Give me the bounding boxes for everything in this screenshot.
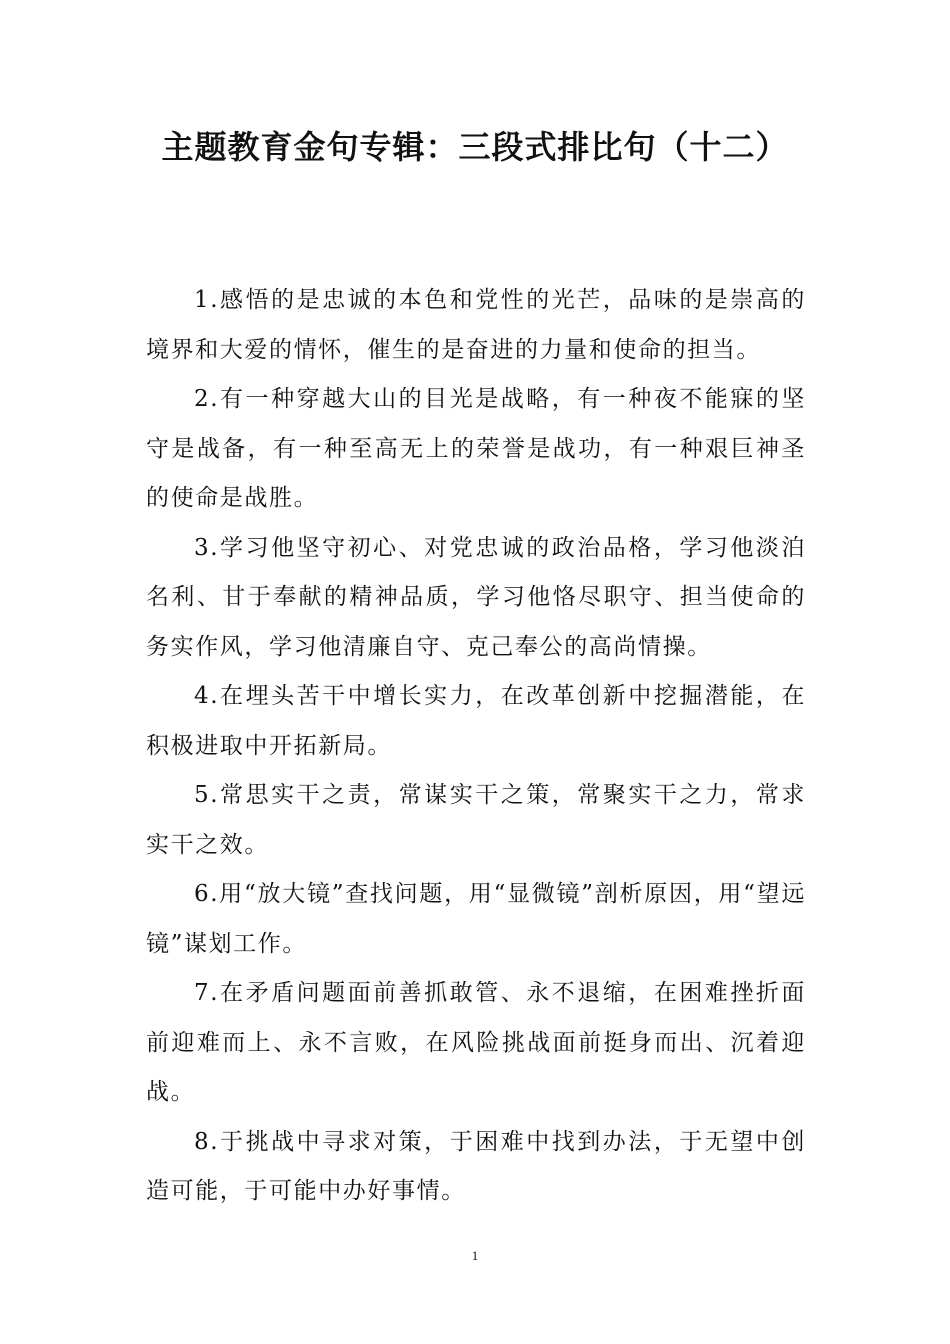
document-title: 主题教育金句专辑：三段式排比句（十二） [161,128,789,166]
document-body [146,276,806,1217]
paragraph-1: 1.感悟的是忠诚的本色和党性的光芒，品味的是崇高的境界和大爱的情怀，催生的是奋进的力量和使命的担当。 [146,287,806,363]
paragraph-2: 2.有一种穿越大山的目光是战略，有一种夜不能寐的坚守是战备，有一种至高无上的荣誉是战功，有一种艰巨神圣的使命是战胜。 [146,386,806,511]
paragraph-8: 8.于挑战中寻求对策，于困难中找到办法，于无望中创造可能，于可能中办好事情。 [146,1128,806,1204]
paragraph-5: 5.常思实干之责，常谋实干之策，常聚实干之力，常求实干之效。 [146,782,806,858]
paragraph-3: 3.学习他坚守初心、对党忠诚的政治品格，学习他淡泊名利、甘于奉献的精神品质，学习他恪尽职守、担当使命的务实作风，学习他清廉自守、克己奉公的高尚情操。 [146,534,806,660]
paragraph-4: 4.在埋头苦干中增长实力，在改革创新中挖掘潜能，在积极进取中开拓新局。 [146,683,806,759]
paragraph-6: 6.用“放大镜”查找问题，用“显微镜”剖析原因，用“望远镜”谋划工作。 [146,881,806,957]
paragraph-7: 7.在矛盾问题面前善抓敢管、永不退缩，在困难挫折面前迎难而上、永不言败，在风险挑战面前挺身而出、沉着迎战。 [146,980,806,1105]
page-number: 1 [471,1248,479,1263]
